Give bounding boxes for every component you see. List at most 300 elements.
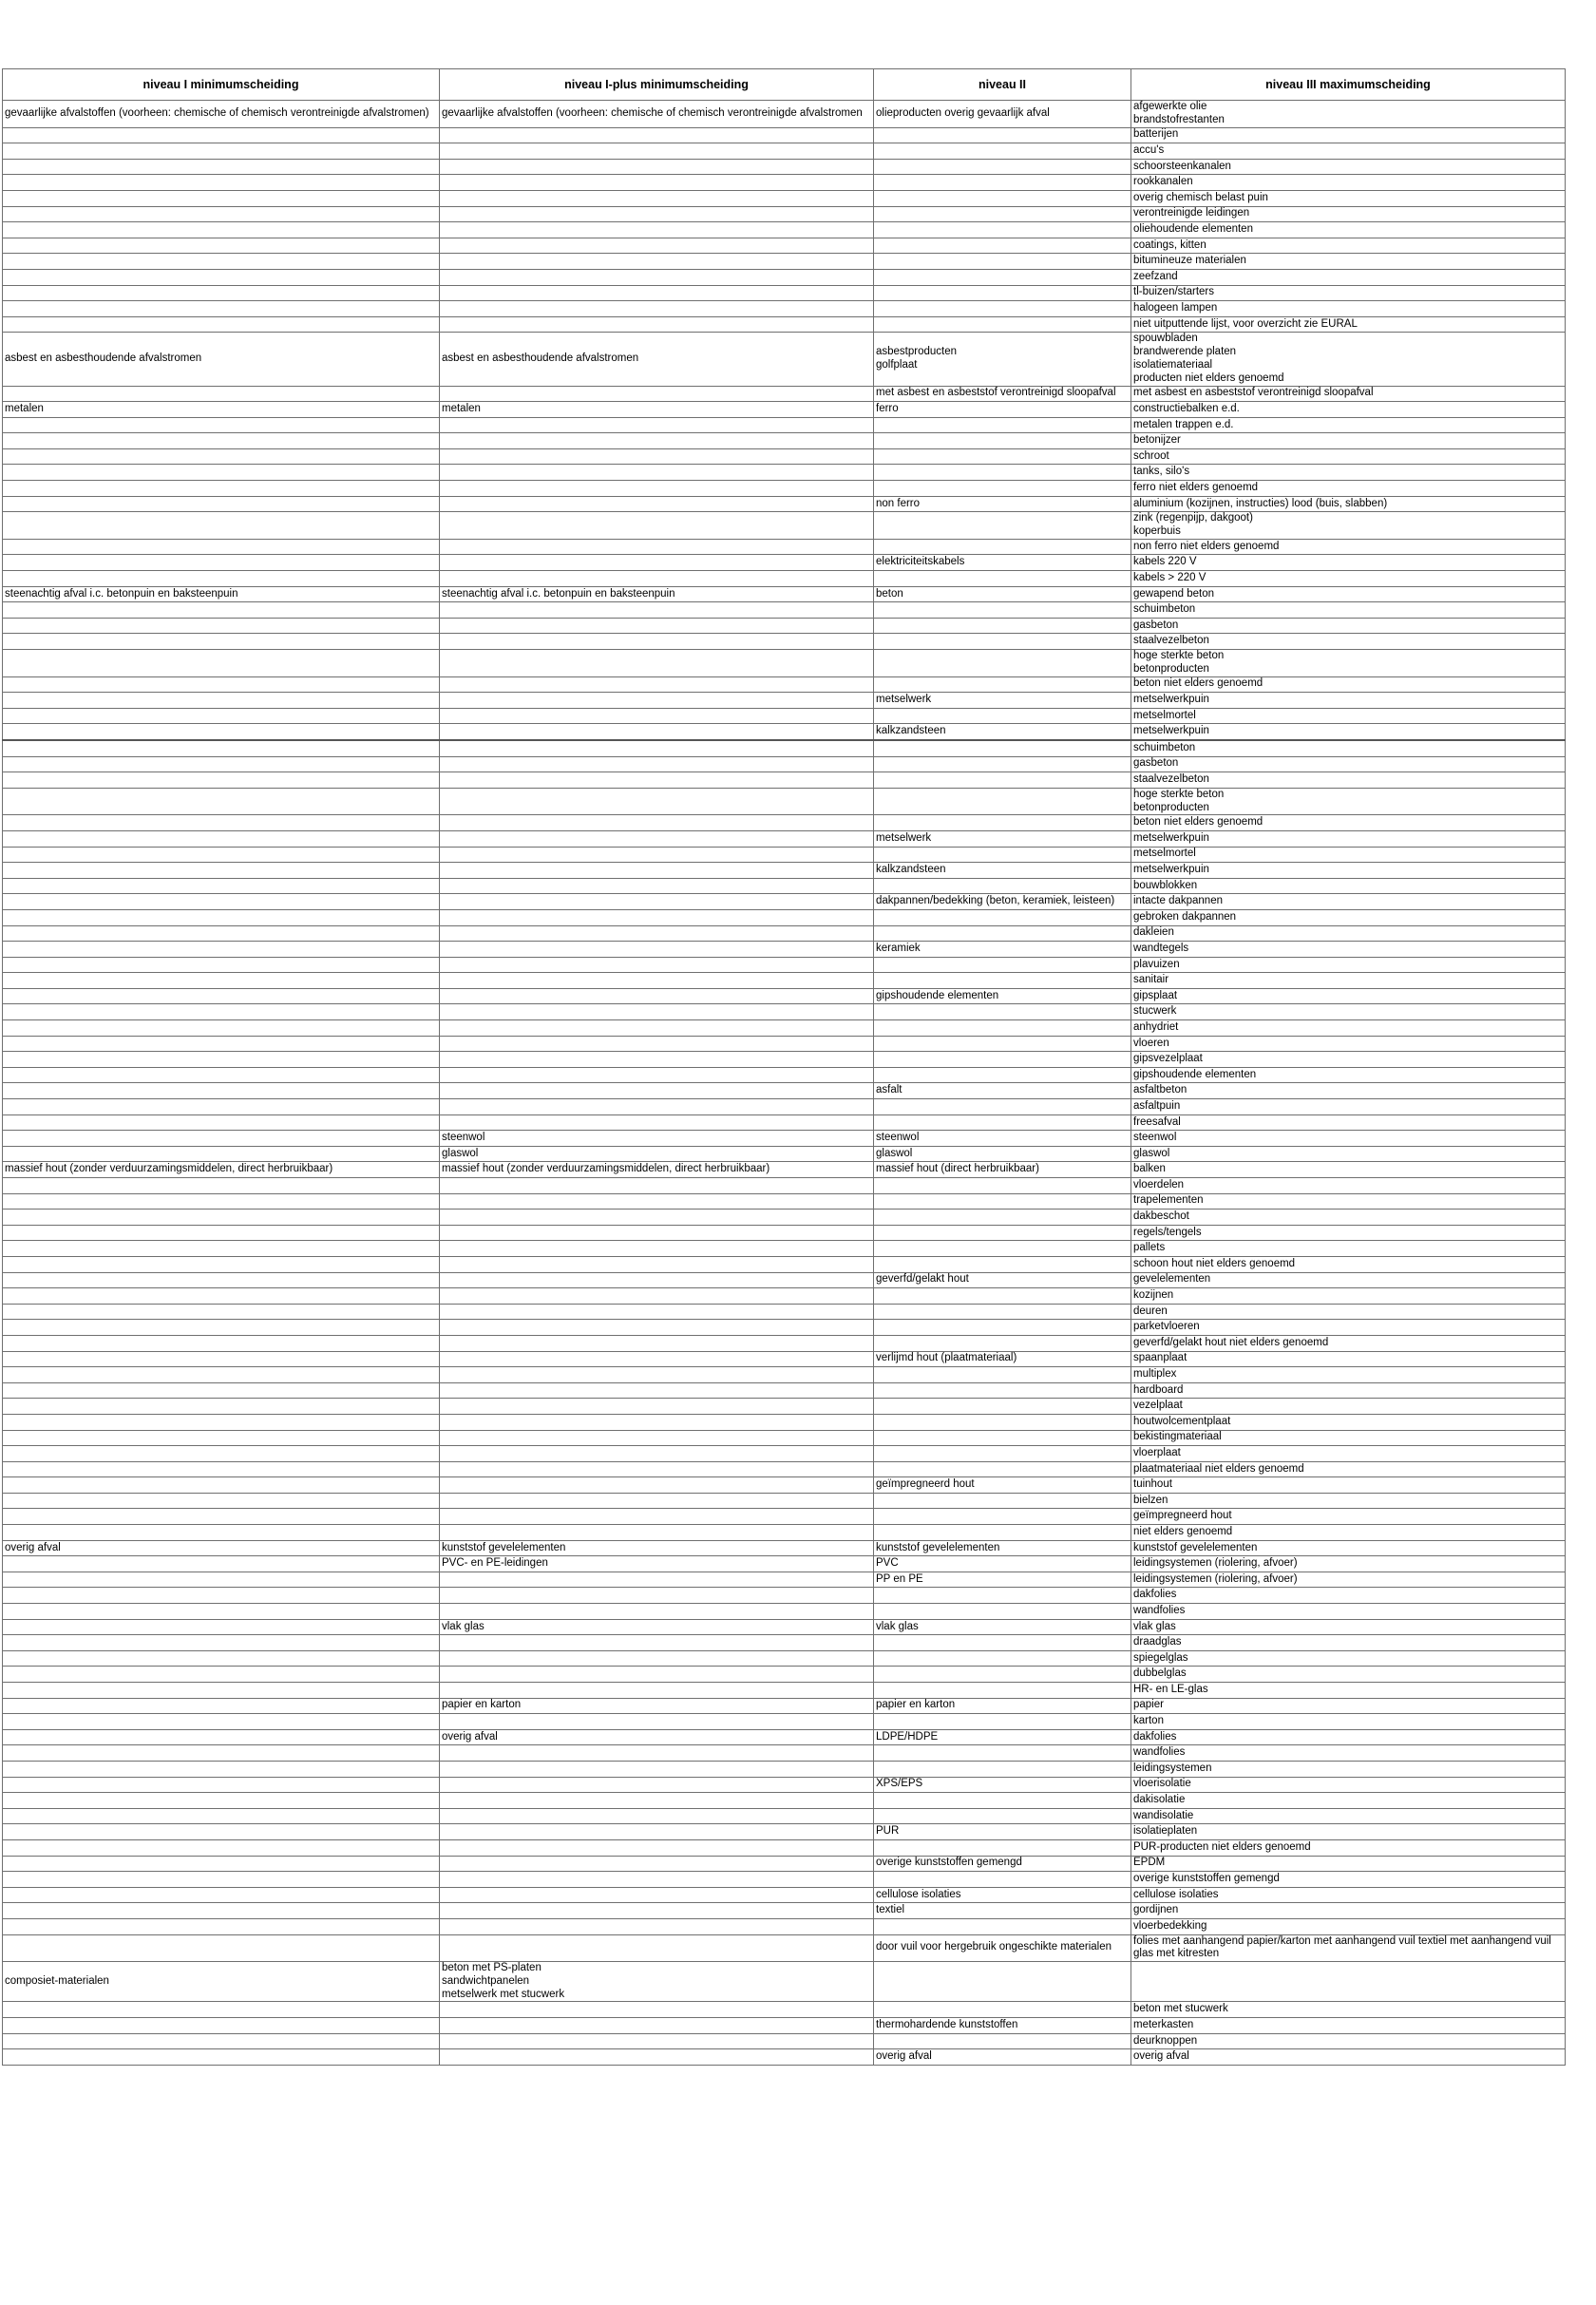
cell-level-1-plus [440, 942, 874, 958]
cell-level-1 [3, 634, 440, 650]
table-row [3, 402, 1566, 418]
cell-level-1-plus [440, 1414, 874, 1430]
cell-level-1: massief hout (zonder verduurzamingsmiddelen, direct herbruikbaar) [3, 1162, 440, 1178]
cell-level-3: halogeen lampen [1131, 301, 1566, 317]
cell-level-1 [3, 1114, 440, 1131]
cell-level-1-plus [440, 878, 874, 894]
cell-level-3: overige kunststoffen gemengd [1131, 1872, 1566, 1888]
cell-level-2 [874, 1367, 1131, 1383]
cell-level-1 [3, 254, 440, 270]
cell-level-3: schoon hout niet elders genoemd [1131, 1256, 1566, 1272]
cell-level-2: door vuil voor hergebruik ongeschikte materialen [874, 1934, 1131, 1962]
cell-level-1-plus [440, 925, 874, 942]
table-row [3, 942, 1566, 958]
cell-level-2 [874, 1635, 1131, 1651]
table-row [3, 1193, 1566, 1210]
cell-level-2 [874, 1604, 1131, 1620]
cell-level-1-plus: gevaarlijke afvalstoffen (voorheen: chemische of chemisch verontreinigde afvalstromen [440, 101, 874, 128]
table-row [3, 634, 1566, 650]
cell-level-1: steenachtig afval i.c. betonpuin en baksteenpuin [3, 586, 440, 602]
cell-level-3: wandfolies [1131, 1604, 1566, 1620]
cell-level-2: glaswol [874, 1146, 1131, 1162]
cell-level-3: dubbelglas [1131, 1667, 1566, 1683]
cell-level-1 [3, 1872, 440, 1888]
cell-level-1 [3, 1714, 440, 1730]
cell-level-2 [874, 1114, 1131, 1131]
cell-level-1-plus [440, 301, 874, 317]
cell-level-1 [3, 693, 440, 709]
waste-classification-sheet [2, 68, 1565, 2066]
cell-level-2: LDPE/HDPE [874, 1729, 1131, 1745]
table-row [3, 1099, 1566, 1115]
table-row [3, 2033, 1566, 2049]
cell-level-1 [3, 1761, 440, 1777]
cell-level-3: spouwbladen brandwerende platen isolatiemateriaal producten niet elders genoemd [1131, 333, 1566, 386]
cell-level-3: verontreinigde leidingen [1131, 206, 1566, 222]
table-row [3, 2002, 1566, 2018]
cell-level-3: staalvezelbeton [1131, 772, 1566, 789]
cell-level-3: steenwol [1131, 1131, 1566, 1147]
cell-level-1 [3, 957, 440, 973]
cell-level-2 [874, 650, 1131, 677]
cell-level-3 [1131, 1962, 1566, 2002]
cell-level-2 [874, 433, 1131, 449]
cell-level-2 [874, 1052, 1131, 1068]
cell-level-3: dakfolies [1131, 1588, 1566, 1604]
table-row [3, 496, 1566, 512]
cell-level-1-plus [440, 571, 874, 587]
table-row [3, 2049, 1566, 2066]
cell-level-1 [3, 1146, 440, 1162]
cell-level-1-plus [440, 555, 874, 571]
cell-level-1-plus [440, 957, 874, 973]
cell-level-1 [3, 127, 440, 143]
cell-level-1 [3, 1099, 440, 1115]
cell-level-3: oliehoudende elementen [1131, 222, 1566, 238]
cell-level-1-plus [440, 143, 874, 160]
table-row [3, 878, 1566, 894]
table-row [3, 1872, 1566, 1888]
cell-level-1 [3, 159, 440, 175]
cell-level-1 [3, 143, 440, 160]
cell-level-1-plus [440, 788, 874, 815]
table-row [3, 1604, 1566, 1620]
cell-level-3: staalvezelbeton [1131, 634, 1566, 650]
waste-separation-table [2, 68, 1566, 2066]
cell-level-2: metselwerk [874, 693, 1131, 709]
cell-level-1 [3, 222, 440, 238]
cell-level-2 [874, 1241, 1131, 1257]
cell-level-2 [874, 957, 1131, 973]
cell-level-1 [3, 1556, 440, 1572]
table-row [3, 512, 1566, 540]
cell-level-3: bielzen [1131, 1493, 1566, 1509]
table-row [3, 269, 1566, 285]
cell-level-1-plus [440, 1335, 874, 1351]
table-row [3, 254, 1566, 270]
cell-level-2 [874, 1414, 1131, 1430]
table-row [3, 894, 1566, 910]
cell-level-2: keramiek [874, 942, 1131, 958]
cell-level-1-plus: steenachtig afval i.c. betonpuin en baksteenpuin [440, 586, 874, 602]
cell-level-3: dakleien [1131, 925, 1566, 942]
cell-level-1 [3, 618, 440, 634]
cell-level-1: metalen [3, 402, 440, 418]
cell-level-1: composiet-materialen [3, 1962, 440, 2002]
cell-level-2 [874, 1256, 1131, 1272]
cell-level-2 [874, 1020, 1131, 1037]
cell-level-1 [3, 190, 440, 206]
cell-level-3: bekistingmateriaal [1131, 1430, 1566, 1446]
cell-level-3: constructiebalken e.d. [1131, 402, 1566, 418]
cell-level-3: vezelplaat [1131, 1399, 1566, 1415]
cell-level-1 [3, 1934, 440, 1962]
cell-level-1-plus [440, 650, 874, 677]
cell-level-1 [3, 1604, 440, 1620]
cell-level-1-plus [440, 724, 874, 740]
table-row [3, 1351, 1566, 1367]
table-row [3, 1335, 1566, 1351]
cell-level-1 [3, 1667, 440, 1683]
cell-level-2 [874, 1178, 1131, 1194]
cell-level-2 [874, 1650, 1131, 1667]
cell-level-1-plus [440, 756, 874, 772]
cell-level-2 [874, 602, 1131, 619]
cell-level-1-plus [440, 1683, 874, 1699]
cell-level-3: metselwerkpuin [1131, 830, 1566, 847]
cell-level-3: dakbeschot [1131, 1210, 1566, 1226]
cell-level-2 [874, 878, 1131, 894]
cell-level-2 [874, 1509, 1131, 1525]
cell-level-1-plus [440, 316, 874, 333]
cell-level-3: gewapend beton [1131, 586, 1566, 602]
cell-level-1 [3, 1918, 440, 1934]
table-row [3, 1399, 1566, 1415]
table-row [3, 481, 1566, 497]
cell-level-3: schuimbeton [1131, 602, 1566, 619]
table-row [3, 1793, 1566, 1809]
cell-level-3: tuinhout [1131, 1477, 1566, 1494]
cell-level-1-plus [440, 1304, 874, 1320]
cell-level-1-plus: vlak glas [440, 1619, 874, 1635]
cell-level-1-plus [440, 254, 874, 270]
cell-level-1 [3, 1698, 440, 1714]
cell-level-2 [874, 1461, 1131, 1477]
cell-level-1-plus [440, 676, 874, 693]
table-row [3, 1839, 1566, 1856]
cell-level-1-plus [440, 1241, 874, 1257]
cell-level-1 [3, 909, 440, 925]
cell-level-3: vlak glas [1131, 1619, 1566, 1635]
cell-level-1-plus [440, 847, 874, 863]
cell-level-1 [3, 2033, 440, 2049]
cell-level-1-plus [440, 1934, 874, 1962]
table-row [3, 1067, 1566, 1083]
cell-level-1-plus [440, 1272, 874, 1288]
cell-level-1: asbest en asbesthoudende afvalstromen [3, 333, 440, 386]
cell-level-1-plus [440, 1382, 874, 1399]
table-row [3, 1304, 1566, 1320]
cell-level-1: gevaarlijke afvalstoffen (voorheen: chemische of chemisch verontreinigde afvalstromen) [3, 101, 440, 128]
table-row [3, 159, 1566, 175]
cell-level-1-plus [440, 127, 874, 143]
cell-level-1-plus [440, 190, 874, 206]
cell-level-2 [874, 618, 1131, 634]
cell-level-3: kabels > 220 V [1131, 571, 1566, 587]
table-row [3, 830, 1566, 847]
cell-level-2 [874, 269, 1131, 285]
table-row [3, 222, 1566, 238]
cell-level-3: vloeren [1131, 1036, 1566, 1052]
cell-level-2 [874, 973, 1131, 989]
cell-level-2 [874, 756, 1131, 772]
cell-level-3: deuren [1131, 1304, 1566, 1320]
cell-level-1 [3, 571, 440, 587]
cell-level-3: freesafval [1131, 1114, 1566, 1131]
cell-level-1-plus [440, 496, 874, 512]
cell-level-2 [874, 788, 1131, 815]
cell-level-1-plus [440, 448, 874, 465]
cell-level-2: PP en PE [874, 1572, 1131, 1588]
cell-level-3: metselwerkpuin [1131, 724, 1566, 740]
cell-level-1-plus [440, 1604, 874, 1620]
cell-level-2 [874, 1399, 1131, 1415]
cell-level-1-plus [440, 386, 874, 402]
table-row [3, 1083, 1566, 1099]
table-row [3, 693, 1566, 709]
cell-level-2 [874, 301, 1131, 317]
cell-level-3: intacte dakpannen [1131, 894, 1566, 910]
cell-level-1 [3, 650, 440, 677]
cell-level-1-plus [440, 1635, 874, 1651]
cell-level-1-plus [440, 693, 874, 709]
table-row [3, 1650, 1566, 1667]
cell-level-1 [3, 465, 440, 481]
cell-level-2: met asbest en asbeststof verontreinigd sloopafval [874, 386, 1131, 402]
cell-level-3: isolatieplaten [1131, 1824, 1566, 1840]
table-row [3, 1241, 1566, 1257]
cell-level-3: non ferro niet elders genoemd [1131, 539, 1566, 555]
table-row [3, 1903, 1566, 1919]
table-row [3, 238, 1566, 254]
cell-level-1 [3, 2018, 440, 2034]
cell-level-1-plus [440, 238, 874, 254]
cell-level-2 [874, 1288, 1131, 1305]
cell-level-1-plus [440, 708, 874, 724]
cell-level-1 [3, 1036, 440, 1052]
cell-level-2 [874, 676, 1131, 693]
cell-level-1-plus [440, 1367, 874, 1383]
cell-level-1 [3, 1067, 440, 1083]
cell-level-3: kozijnen [1131, 1288, 1566, 1305]
cell-level-2 [874, 1004, 1131, 1020]
cell-level-2: kunststof gevelelementen [874, 1540, 1131, 1556]
table-row [3, 1509, 1566, 1525]
cell-level-2: geïmpregneerd hout [874, 1477, 1131, 1494]
cell-level-2 [874, 238, 1131, 254]
cell-level-2 [874, 708, 1131, 724]
table-row [3, 555, 1566, 571]
cell-level-2 [874, 222, 1131, 238]
cell-level-3: pallets [1131, 1241, 1566, 1257]
cell-level-3: gebroken dakpannen [1131, 909, 1566, 925]
cell-level-1 [3, 1856, 440, 1872]
cell-level-1-plus: overig afval [440, 1729, 874, 1745]
cell-level-2 [874, 1036, 1131, 1052]
cell-level-3: gipsplaat [1131, 988, 1566, 1004]
cell-level-1 [3, 815, 440, 831]
table-row [3, 1934, 1566, 1962]
cell-level-1-plus [440, 1588, 874, 1604]
cell-level-1 [3, 1004, 440, 1020]
cell-level-3: plavuizen [1131, 957, 1566, 973]
cell-level-1 [3, 1210, 440, 1226]
cell-level-3: betonijzer [1131, 433, 1566, 449]
cell-level-2: asfalt [874, 1083, 1131, 1099]
table-row [3, 1824, 1566, 1840]
cell-level-1-plus [440, 1493, 874, 1509]
cell-level-3: wandfolies [1131, 1745, 1566, 1762]
cell-level-1-plus [440, 1745, 874, 1762]
table-row [3, 1556, 1566, 1572]
cell-level-2 [874, 539, 1131, 555]
table-row [3, 316, 1566, 333]
table-row [3, 815, 1566, 831]
table-row [3, 1619, 1566, 1635]
cell-level-1-plus [440, 1777, 874, 1793]
cell-level-2 [874, 2033, 1131, 2049]
cell-level-3: gipsvezelplaat [1131, 1052, 1566, 1068]
cell-level-2: gipshoudende elementen [874, 988, 1131, 1004]
cell-level-2 [874, 448, 1131, 465]
cell-level-2 [874, 1714, 1131, 1730]
cell-level-1-plus [440, 1099, 874, 1115]
cell-level-1 [3, 2049, 440, 2066]
cell-level-1 [3, 1131, 440, 1147]
cell-level-3: metselwerkpuin [1131, 693, 1566, 709]
cell-level-1-plus [440, 1020, 874, 1037]
cell-level-1-plus [440, 269, 874, 285]
header-level-3: niveau III maximumscheiding [1131, 69, 1566, 101]
cell-level-2: overige kunststoffen gemengd [874, 1856, 1131, 1872]
cell-level-1-plus [440, 1856, 874, 1872]
cell-level-1-plus [440, 1114, 874, 1131]
cell-level-3: hoge sterkte beton betonproducten [1131, 788, 1566, 815]
cell-level-2: kalkzandsteen [874, 863, 1131, 879]
cell-level-1-plus [440, 1067, 874, 1083]
table-row [3, 285, 1566, 301]
cell-level-2 [874, 772, 1131, 789]
cell-level-1 [3, 512, 440, 540]
cell-level-2 [874, 925, 1131, 942]
cell-level-1 [3, 496, 440, 512]
cell-level-2: non ferro [874, 496, 1131, 512]
cell-level-1-plus [440, 222, 874, 238]
table-row [3, 1683, 1566, 1699]
cell-level-1-plus [440, 2002, 874, 2018]
cell-level-2 [874, 481, 1131, 497]
cell-level-3: dakisolatie [1131, 1793, 1566, 1809]
cell-level-1-plus: massief hout (zonder verduurzamingsmiddelen, direct herbruikbaar) [440, 1162, 874, 1178]
table-row [3, 1745, 1566, 1762]
table-row [3, 1146, 1566, 1162]
cell-level-3: tl-buizen/starters [1131, 285, 1566, 301]
cell-level-2 [874, 159, 1131, 175]
cell-level-1 [3, 1808, 440, 1824]
table-row [3, 973, 1566, 989]
cell-level-1-plus [440, 512, 874, 540]
cell-level-1 [3, 539, 440, 555]
cell-level-3: plaatmateriaal niet elders genoemd [1131, 1461, 1566, 1477]
cell-level-1-plus [440, 1083, 874, 1099]
cell-level-1 [3, 756, 440, 772]
cell-level-3: metselmortel [1131, 847, 1566, 863]
cell-level-3: bouwblokken [1131, 878, 1566, 894]
cell-level-2: ferro [874, 402, 1131, 418]
cell-level-1-plus [440, 618, 874, 634]
table-row [3, 539, 1566, 555]
cell-level-2 [874, 1745, 1131, 1762]
cell-level-3: vloerdelen [1131, 1178, 1566, 1194]
cell-level-1 [3, 1351, 440, 1367]
table-row [3, 756, 1566, 772]
cell-level-3: bitumineuze materialen [1131, 254, 1566, 270]
cell-level-1 [3, 175, 440, 191]
cell-level-3: asfaltbeton [1131, 1083, 1566, 1099]
cell-level-1-plus [440, 1351, 874, 1367]
cell-level-2 [874, 127, 1131, 143]
cell-level-3: tanks, silo's [1131, 465, 1566, 481]
table-row [3, 1667, 1566, 1683]
cell-level-1 [3, 1382, 440, 1399]
cell-level-1-plus [440, 1036, 874, 1052]
cell-level-3: ferro niet elders genoemd [1131, 481, 1566, 497]
cell-level-2 [874, 1493, 1131, 1509]
cell-level-3: gipshoudende elementen [1131, 1067, 1566, 1083]
cell-level-1-plus [440, 602, 874, 619]
table-row [3, 1714, 1566, 1730]
cell-level-2 [874, 634, 1131, 650]
cell-level-1-plus [440, 2018, 874, 2034]
table-row [3, 1020, 1566, 1037]
cell-level-2 [874, 1382, 1131, 1399]
cell-level-2: papier en karton [874, 1698, 1131, 1714]
cell-level-1 [3, 788, 440, 815]
cell-level-1-plus [440, 1446, 874, 1462]
cell-level-3: gasbeton [1131, 618, 1566, 634]
table-row [3, 1414, 1566, 1430]
cell-level-2 [874, 1588, 1131, 1604]
table-row [3, 1777, 1566, 1793]
cell-level-1 [3, 1020, 440, 1037]
cell-level-1-plus [440, 1288, 874, 1305]
cell-level-1 [3, 1493, 440, 1509]
cell-level-3: vloerplaat [1131, 1446, 1566, 1462]
cell-level-3: sanitair [1131, 973, 1566, 989]
cell-level-3: kabels 220 V [1131, 555, 1566, 571]
cell-level-3: zink (regenpijp, dakgoot) koperbuis [1131, 512, 1566, 540]
table-row [3, 1588, 1566, 1604]
table-row [3, 1635, 1566, 1651]
cell-level-3: gevelelementen [1131, 1272, 1566, 1288]
cell-level-1-plus [440, 1399, 874, 1415]
cell-level-3: accu's [1131, 143, 1566, 160]
cell-level-1 [3, 1193, 440, 1210]
table-row [3, 1540, 1566, 1556]
cell-level-1 [3, 1729, 440, 1745]
cell-level-1 [3, 1304, 440, 1320]
table-row [3, 772, 1566, 789]
